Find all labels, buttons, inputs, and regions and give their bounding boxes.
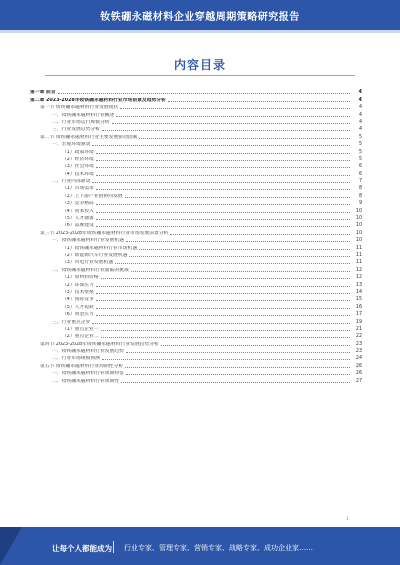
toc-entry[interactable] (30, 295, 362, 302)
toc-leader-dots (96, 167, 350, 168)
toc-entry-title: 第一章 前言 (30, 90, 56, 96)
header-divider (0, 30, 400, 33)
toc-entry-page: 22 (355, 334, 362, 340)
toc-entry-page: 5 (358, 142, 362, 148)
toc-leader-dots (102, 130, 350, 131)
toc-leader-dots (96, 286, 350, 287)
footer-tagline: 行业专家、管理专家、营销专家、战略专家、成功企业家…… (124, 544, 313, 552)
toc-leader-dots (125, 197, 350, 198)
toc-entry[interactable] (30, 369, 362, 376)
footer-corner-decoration (0, 527, 22, 565)
toc-entry-page: 26 (355, 363, 362, 369)
toc-entry-page: 27 (355, 378, 362, 384)
toc-entry-title: （3）社会环境 (62, 164, 94, 170)
toc-entry-title: （6）资金压力 (62, 312, 94, 318)
toc-leader-dots (126, 241, 350, 242)
toc-leader-dots (126, 374, 350, 375)
toc-leader-dots (112, 123, 350, 124)
toc-leader-dots (96, 204, 350, 205)
toc-entry-page: 11 (355, 245, 362, 251)
toc-entry-page: 13 (355, 282, 362, 288)
toc-entry-page: 9 (358, 201, 362, 207)
toc-entry[interactable] (30, 236, 362, 243)
toc-leader-dots (96, 300, 350, 301)
toc-leader-dots (129, 256, 350, 257)
toc-entry-page: 8 (358, 186, 362, 192)
toc-leader-dots (101, 330, 350, 331)
toc-leader-dots (120, 108, 350, 109)
toc-leader-dots (139, 138, 350, 139)
toc-entry-title: 二、钕铁硼永磁材料行业面临的挑战 (52, 267, 129, 273)
toc-entry-title: （3）竞争格局 (62, 201, 94, 207)
toc-leader-dots (96, 212, 350, 213)
toc-entry[interactable] (30, 125, 362, 132)
toc-entry-page: 21 (355, 326, 362, 332)
toc-entry-page: 15 (355, 297, 362, 303)
toc-leader-dots (96, 189, 350, 190)
toc-entry-title: 一、钕铁硼永磁材料行业概述 (52, 112, 115, 118)
toc-heading: 内容目录 (173, 58, 226, 72)
toc-entry-title: （1）市场需求 (62, 186, 94, 192)
toc-entry[interactable] (30, 376, 362, 383)
toc-entry-page: 14 (355, 289, 362, 295)
toc-entry[interactable] (30, 280, 362, 287)
report-title: 钕铁硼永磁材料企业穿越周期策略研究报告 (100, 12, 300, 23)
table-of-contents (30, 88, 362, 384)
toc-entry-title: （1）重点企业一 (62, 326, 99, 332)
toc-entry-page: 4 (358, 127, 362, 133)
toc-leader-dots (102, 359, 350, 360)
toc-entry[interactable] (30, 332, 362, 339)
toc-entry-title: 第二节 钕铁硼永磁材料行业主要发展驱动因素 (40, 134, 138, 140)
toc-entry-title: 二、行业市场规模预测 (52, 356, 100, 362)
toc-entry-page: 6 (358, 171, 362, 177)
toc-leader-dots (116, 116, 350, 117)
toc-entry-title: 二、行业市场运行规模分析 (52, 119, 110, 125)
toc-leader-dots (92, 323, 350, 324)
report-footer (0, 527, 400, 565)
toc-entry[interactable] (30, 228, 362, 235)
toc-entry-page: 5 (358, 134, 362, 140)
footer-slogan: 让每个人都能成为 (52, 544, 112, 553)
toc-entry-page: 16 (355, 304, 362, 310)
toc-entry-title: （1）原材料价格 (62, 275, 99, 281)
toc-entry-title: 二、钕铁硼永磁材料行业周期性 (52, 378, 120, 384)
toc-entry-page: 12 (355, 275, 362, 281)
toc-entry[interactable] (30, 273, 362, 280)
toc-entry[interactable] (30, 310, 362, 317)
toc-entry[interactable] (30, 110, 362, 117)
toc-entry-page: 12 (355, 267, 362, 273)
toc-entry-title: 第四节 2023-2028年钕铁硼永磁材料行业发展趋势分析 (40, 341, 159, 347)
toc-entry-page: 23 (355, 341, 362, 347)
toc-entry-page: 8 (358, 193, 362, 199)
toc-entry-page: 5 (358, 149, 362, 155)
toc-entry[interactable] (30, 147, 362, 154)
toc-entry-title: （5）人才短缺 (62, 304, 94, 310)
toc-entry-title: 二、行业内部驱动 (52, 179, 91, 185)
toc-entry-title: （2）环保压力 (62, 282, 94, 288)
toc-entry-page: 17 (355, 312, 362, 318)
toc-leader-dots (96, 293, 350, 294)
toc-entry[interactable] (30, 214, 362, 221)
toc-entry-page: 10 (355, 216, 362, 222)
toc-entry[interactable] (30, 132, 362, 139)
toc-leader-dots (131, 271, 350, 272)
toc-entry[interactable] (30, 140, 362, 147)
toc-entry[interactable] (30, 169, 362, 176)
toc-leader-dots (96, 226, 350, 227)
toc-entry-page: 10 (355, 208, 362, 214)
toc-entry-title: （2）经济环境 (62, 156, 94, 162)
toc-entry-page: 4 (358, 112, 362, 118)
toc-leader-dots (101, 278, 350, 279)
toc-entry-title: 一、钕铁硼永磁材料行业发展机遇 (52, 238, 124, 244)
toc-leader-dots (125, 367, 350, 368)
toc-entry[interactable] (30, 302, 362, 309)
toc-leader-dots (96, 160, 350, 161)
toc-entry-title: （3）风电行业发展机遇 (62, 260, 114, 266)
toc-entry[interactable] (30, 191, 362, 198)
toc-entry-title: （2）上下游产业链协同发展 (62, 193, 123, 199)
toc-entry[interactable] (30, 243, 362, 250)
toc-entry[interactable] (30, 354, 362, 361)
toc-entry-title: （2）新能源汽车行业发展机遇 (62, 252, 128, 258)
toc-entry-page: 19 (355, 319, 362, 325)
toc-entry-page: 24 (355, 356, 362, 362)
toc-entry-title: （2）重点企业二 (62, 334, 99, 340)
toc-entry[interactable] (30, 88, 362, 95)
toc-leader-dots (139, 249, 350, 250)
toc-entry-title: 一、钕铁硼永磁材料行业发展趋势 (52, 349, 124, 355)
toc-entry[interactable] (30, 258, 362, 265)
toc-leader-dots (96, 315, 350, 316)
toc-entry[interactable] (30, 177, 362, 184)
toc-entry[interactable] (30, 118, 362, 125)
toc-entry-title: 第三节 2023-2028年钕铁硼永磁材料行业市场发展前景分析 (40, 230, 169, 236)
toc-entry-page: 10 (355, 238, 362, 244)
toc-leader-dots (96, 308, 350, 309)
toc-entry[interactable] (30, 251, 362, 258)
toc-entry-page: 11 (355, 260, 362, 266)
toc-entry[interactable] (30, 265, 362, 272)
toc-entry-title: 第一节 钕铁硼永磁材料行业发展现状 (40, 105, 119, 111)
toc-leader-dots (92, 145, 350, 146)
toc-leader-dots (96, 175, 350, 176)
toc-entry-title: 第二章 2023-2028年钕铁硼永磁材料行业市场前景及趋势分析 (30, 97, 166, 103)
toc-entry[interactable] (30, 162, 362, 169)
toc-entry-page: 4 (358, 97, 362, 103)
report-header (0, 0, 400, 30)
toc-entry-title: （3）技术壁垒 (62, 289, 94, 295)
toc-entry-title: 三、行业发展趋势分析 (52, 127, 100, 133)
toc-leader-dots (126, 352, 350, 353)
toc-entry-title: （4）资本投入 (62, 208, 94, 214)
toc-entry-page: 4 (358, 119, 362, 125)
toc-entry-page: 26 (355, 371, 362, 377)
toc-leader-dots (168, 101, 350, 102)
toc-entry-title: 第五节 钕铁硼永磁材料行业周期性分析 (40, 363, 124, 369)
toc-entry[interactable] (30, 155, 362, 162)
toc-entry-title: （6）品牌建设 (62, 223, 94, 229)
toc-entry[interactable] (30, 347, 362, 354)
toc-entry-title: 三、行业重点企业 (52, 319, 91, 325)
toc-entry-page: 4 (358, 105, 362, 111)
toc-entry-title: （1）政策环境 (62, 149, 94, 155)
toc-entry-title: 一、钕铁硼永磁材料行业周期特征 (52, 371, 124, 377)
toc-entry[interactable] (30, 288, 362, 295)
toc-entry[interactable] (30, 184, 362, 191)
toc-entry[interactable] (30, 221, 362, 228)
page-number: 1 (346, 516, 349, 521)
toc-entry[interactable] (30, 103, 362, 110)
toc-entry-page: 5 (358, 156, 362, 162)
toc-entry-title: （1）钕铁硼永磁材料行业市场机遇 (62, 245, 138, 251)
toc-entry-page: 23 (355, 349, 362, 355)
toc-entry[interactable] (30, 339, 362, 346)
toc-leader-dots (92, 182, 350, 183)
toc-leader-dots (96, 219, 350, 220)
toc-entry-page: 10 (355, 223, 362, 229)
toc-entry-title: （4）技术环境 (62, 171, 94, 177)
toc-leader-dots (101, 337, 350, 338)
toc-entry[interactable] (30, 206, 362, 213)
footer-divider (113, 541, 114, 553)
toc-entry-title: （5）人才储备 (62, 216, 94, 222)
toc-leader-dots (58, 93, 350, 94)
toc-leader-dots (170, 234, 350, 235)
toc-heading-rule (45, 75, 355, 76)
toc-entry-page: 11 (355, 252, 362, 258)
toc-entry[interactable] (30, 199, 362, 206)
toc-leader-dots (96, 153, 350, 154)
toc-leader-dots (115, 263, 350, 264)
toc-entry-page: 6 (358, 164, 362, 170)
toc-entry[interactable] (30, 325, 362, 332)
toc-entry[interactable] (30, 95, 362, 102)
toc-leader-dots (121, 382, 350, 383)
toc-entry[interactable] (30, 361, 362, 368)
toc-entry-title: （4）国际竞争 (62, 297, 94, 303)
toc-entry-page: 4 (358, 90, 362, 96)
toc-leader-dots (161, 345, 350, 346)
toc-entry-title: 一、宏观环境驱动 (52, 142, 91, 148)
toc-entry[interactable] (30, 317, 362, 324)
toc-entry-page: 7 (358, 179, 362, 185)
toc-entry-page: 10 (355, 230, 362, 236)
